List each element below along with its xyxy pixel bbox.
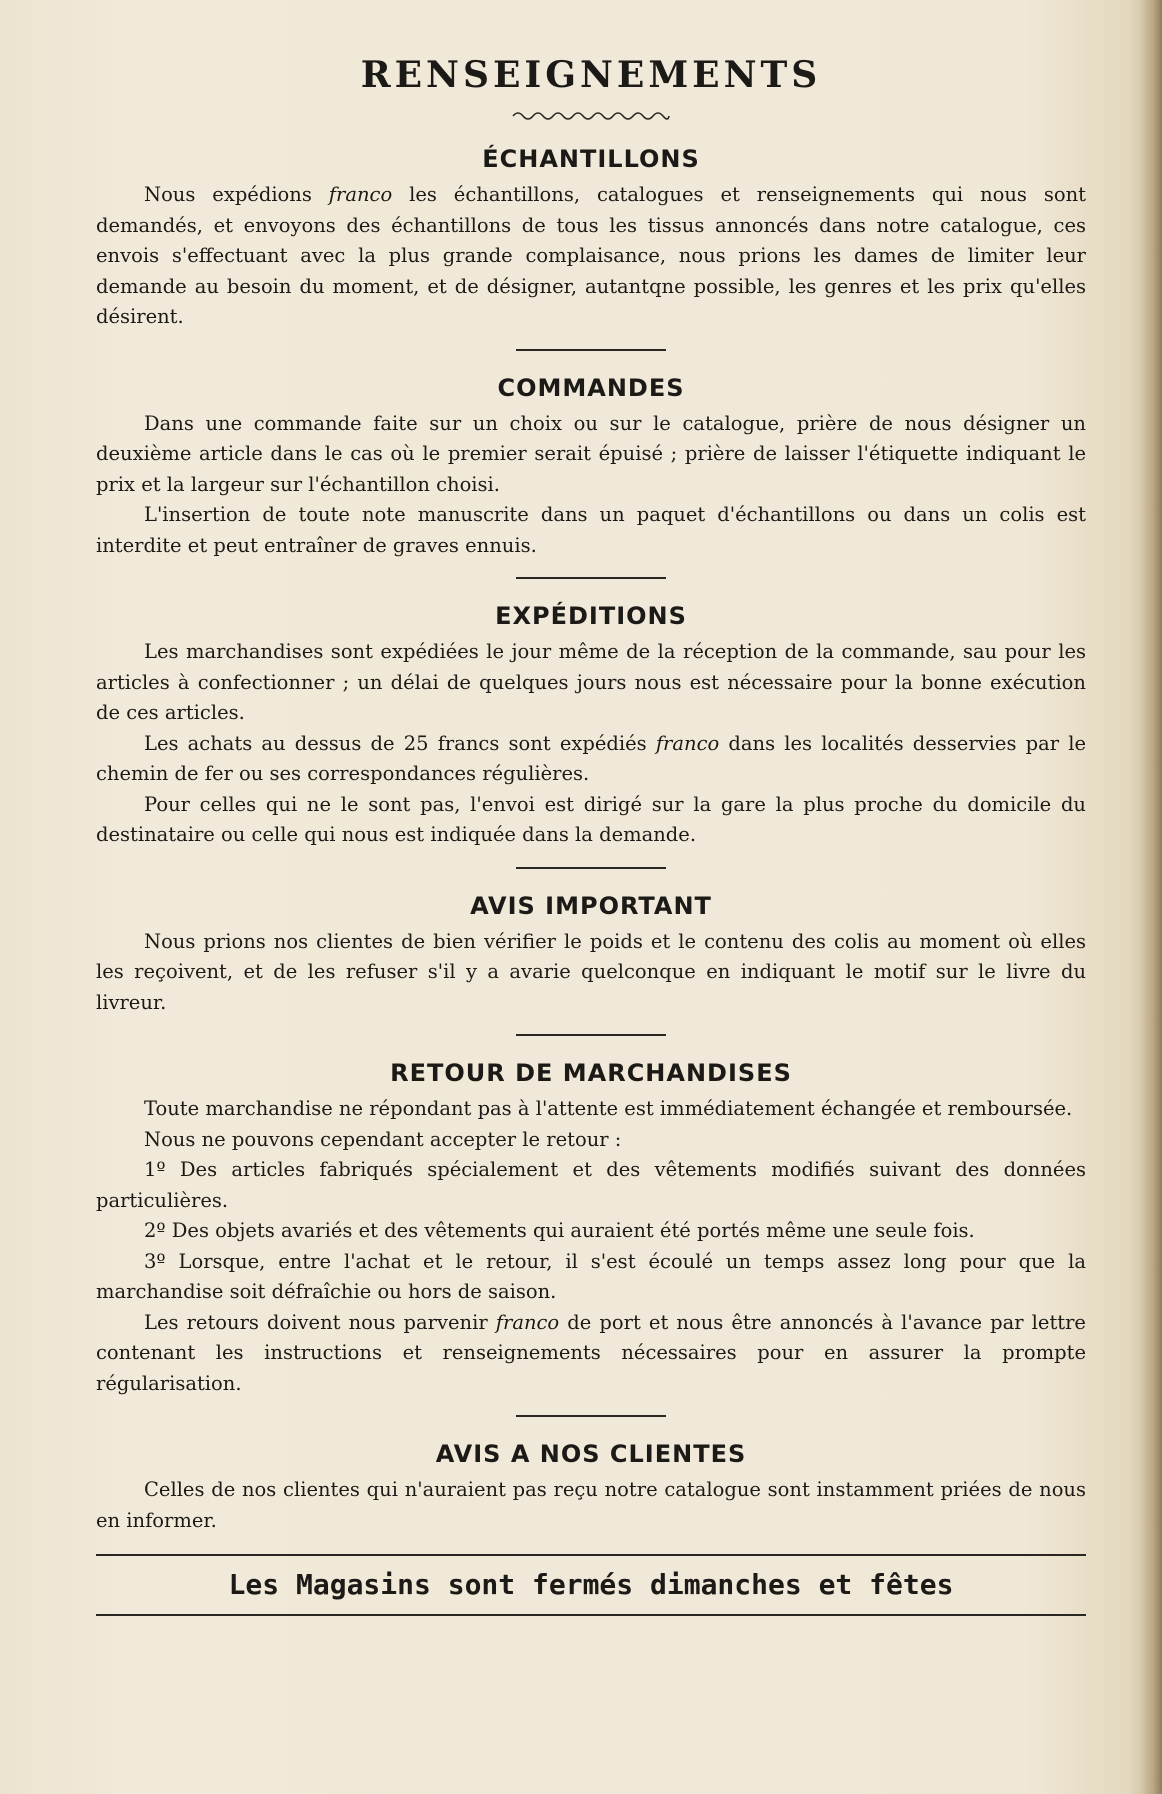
section-divider (516, 1415, 666, 1417)
text-run: les échantillons, catalogues et renseignements qui nous sont demandés, et envoyons des échantillons de tous les tissus annoncés dans notre catalogue, ces envois s'effectuant avec la plus grande complaisance, nous prions les dames de limiter leur demande au besoin du moment, et de désigner, autantqne possible, les genres et les prix qu'elles désirent. (96, 183, 1086, 328)
italic-text: franco (495, 1310, 560, 1334)
section-body (96, 409, 1086, 562)
paragraph (96, 927, 1086, 1019)
footer-notice: Les Magasins sont fermés dimanches et fêtes (228, 1568, 954, 1601)
page-title: RENSEIGNEMENTS (360, 54, 822, 96)
paragraph (96, 790, 1086, 851)
section-heading: RETOUR DE MARCHANDISES (390, 1059, 792, 1087)
text-run: de port et nous être annoncés à l'avance par lettre contenant les instructions et renseignements nécessaires pour en assurer la prompte régularisation. (96, 1310, 1086, 1395)
text-run: Nous expédions (144, 183, 329, 206)
section-divider (516, 867, 666, 869)
text-run: dans les localités desservies par le chemin de fer ou ses correspondances régulières. (96, 731, 1086, 785)
section-divider (516, 577, 666, 579)
paragraph (96, 180, 1086, 333)
footer-rule-bottom (96, 1614, 1086, 1616)
section-heading: AVIS A NOS CLIENTES (435, 1440, 747, 1468)
text-run: Nous prions nos clientes de bien vérifier le poids et le contenu des colis au moment où elles les reçoivent, et de les refuser s'il y a avarie quelconque en indiquant le motif sur le livre du livreur. (96, 929, 1086, 1014)
text-run: Les marchandises sont expédiées le jour même de la réception de la commande, sau pour les articles à confectionner ; un délai de quelques jours nous est nécessaire pour la bonne exécution de ces articles. (96, 640, 1086, 724)
text-run: Dans une commande faite sur un choix ou sur le catalogue, prière de nous désigner un deuxième article dans le cas où le premier serait épuisé ; prière de laisser l'étiquette indiquant le prix et la largeur sur l'échantillon choisi. (96, 411, 1086, 496)
section-heading: AVIS IMPORTANT (470, 891, 712, 920)
paragraph (96, 1308, 1086, 1400)
text-run: Les retours doivent nous parvenir (144, 1310, 496, 1334)
paragraph (96, 729, 1086, 790)
text-run: Nous ne pouvons cependant accepter le retour : (144, 1127, 622, 1151)
section-heading: EXPÉDITIONS (495, 602, 687, 630)
paragraph (96, 1216, 1086, 1247)
document-content (96, 52, 1086, 1616)
section-body (96, 927, 1086, 1019)
italic-text: franco (328, 183, 393, 206)
text-run: Les achats au dessus de 25 francs sont expédiés (144, 731, 656, 755)
text-run: L'insertion de toute note manuscrite dans un paquet d'échantillons ou dans un colis est interdite et peut entraîner de graves ennuis. (96, 503, 1086, 557)
paragraph (96, 409, 1086, 501)
paragraph (96, 500, 1086, 561)
page-fold-shadow (1140, 0, 1162, 1794)
italic-text: franco (655, 731, 720, 755)
paragraph (96, 1125, 1086, 1156)
section-heading: COMMANDES (497, 373, 685, 402)
text-run: 3º Lorsque, entre l'achat et le retour, il s'est écoulé un temps assez long pour que la marchandise soit défraîchie ou hors de saison. (96, 1249, 1086, 1303)
section-body (96, 180, 1086, 333)
text-run: 1º Des articles fabriqués spécialement et des vêtements modifiés suivant des données particulières. (96, 1158, 1086, 1212)
paragraph (96, 1247, 1086, 1308)
sections-container (96, 144, 1086, 1536)
paragraph (96, 1094, 1086, 1125)
section-body (96, 1475, 1086, 1536)
section-divider (516, 1034, 666, 1036)
paragraph (96, 1475, 1086, 1536)
footer-box (96, 1554, 1086, 1616)
section-divider (516, 349, 666, 351)
section-heading: ÉCHANTILLONS (482, 145, 700, 173)
text-run: Pour celles qui ne le sont pas, l'envoi est dirigé sur la gare la plus proche du domicile du destinataire ou celle qui nous est indiquée dans la demande. (96, 792, 1086, 846)
section-body (96, 637, 1086, 851)
section-body (96, 1094, 1086, 1399)
text-run: Celles de nos clientes qui n'auraient pas reçu notre catalogue sont instamment priées de nous en informer. (96, 1478, 1086, 1532)
paragraph (96, 637, 1086, 729)
paragraph (96, 1155, 1086, 1216)
ornament-squiggle (511, 108, 671, 122)
text-run: Toute marchandise ne répondant pas à l'attente est immédiatement échangée et remboursée. (144, 1097, 1073, 1120)
text-run: 2º Des objets avariés et des vêtements qui auraient été portés même une seule fois. (144, 1219, 975, 1242)
